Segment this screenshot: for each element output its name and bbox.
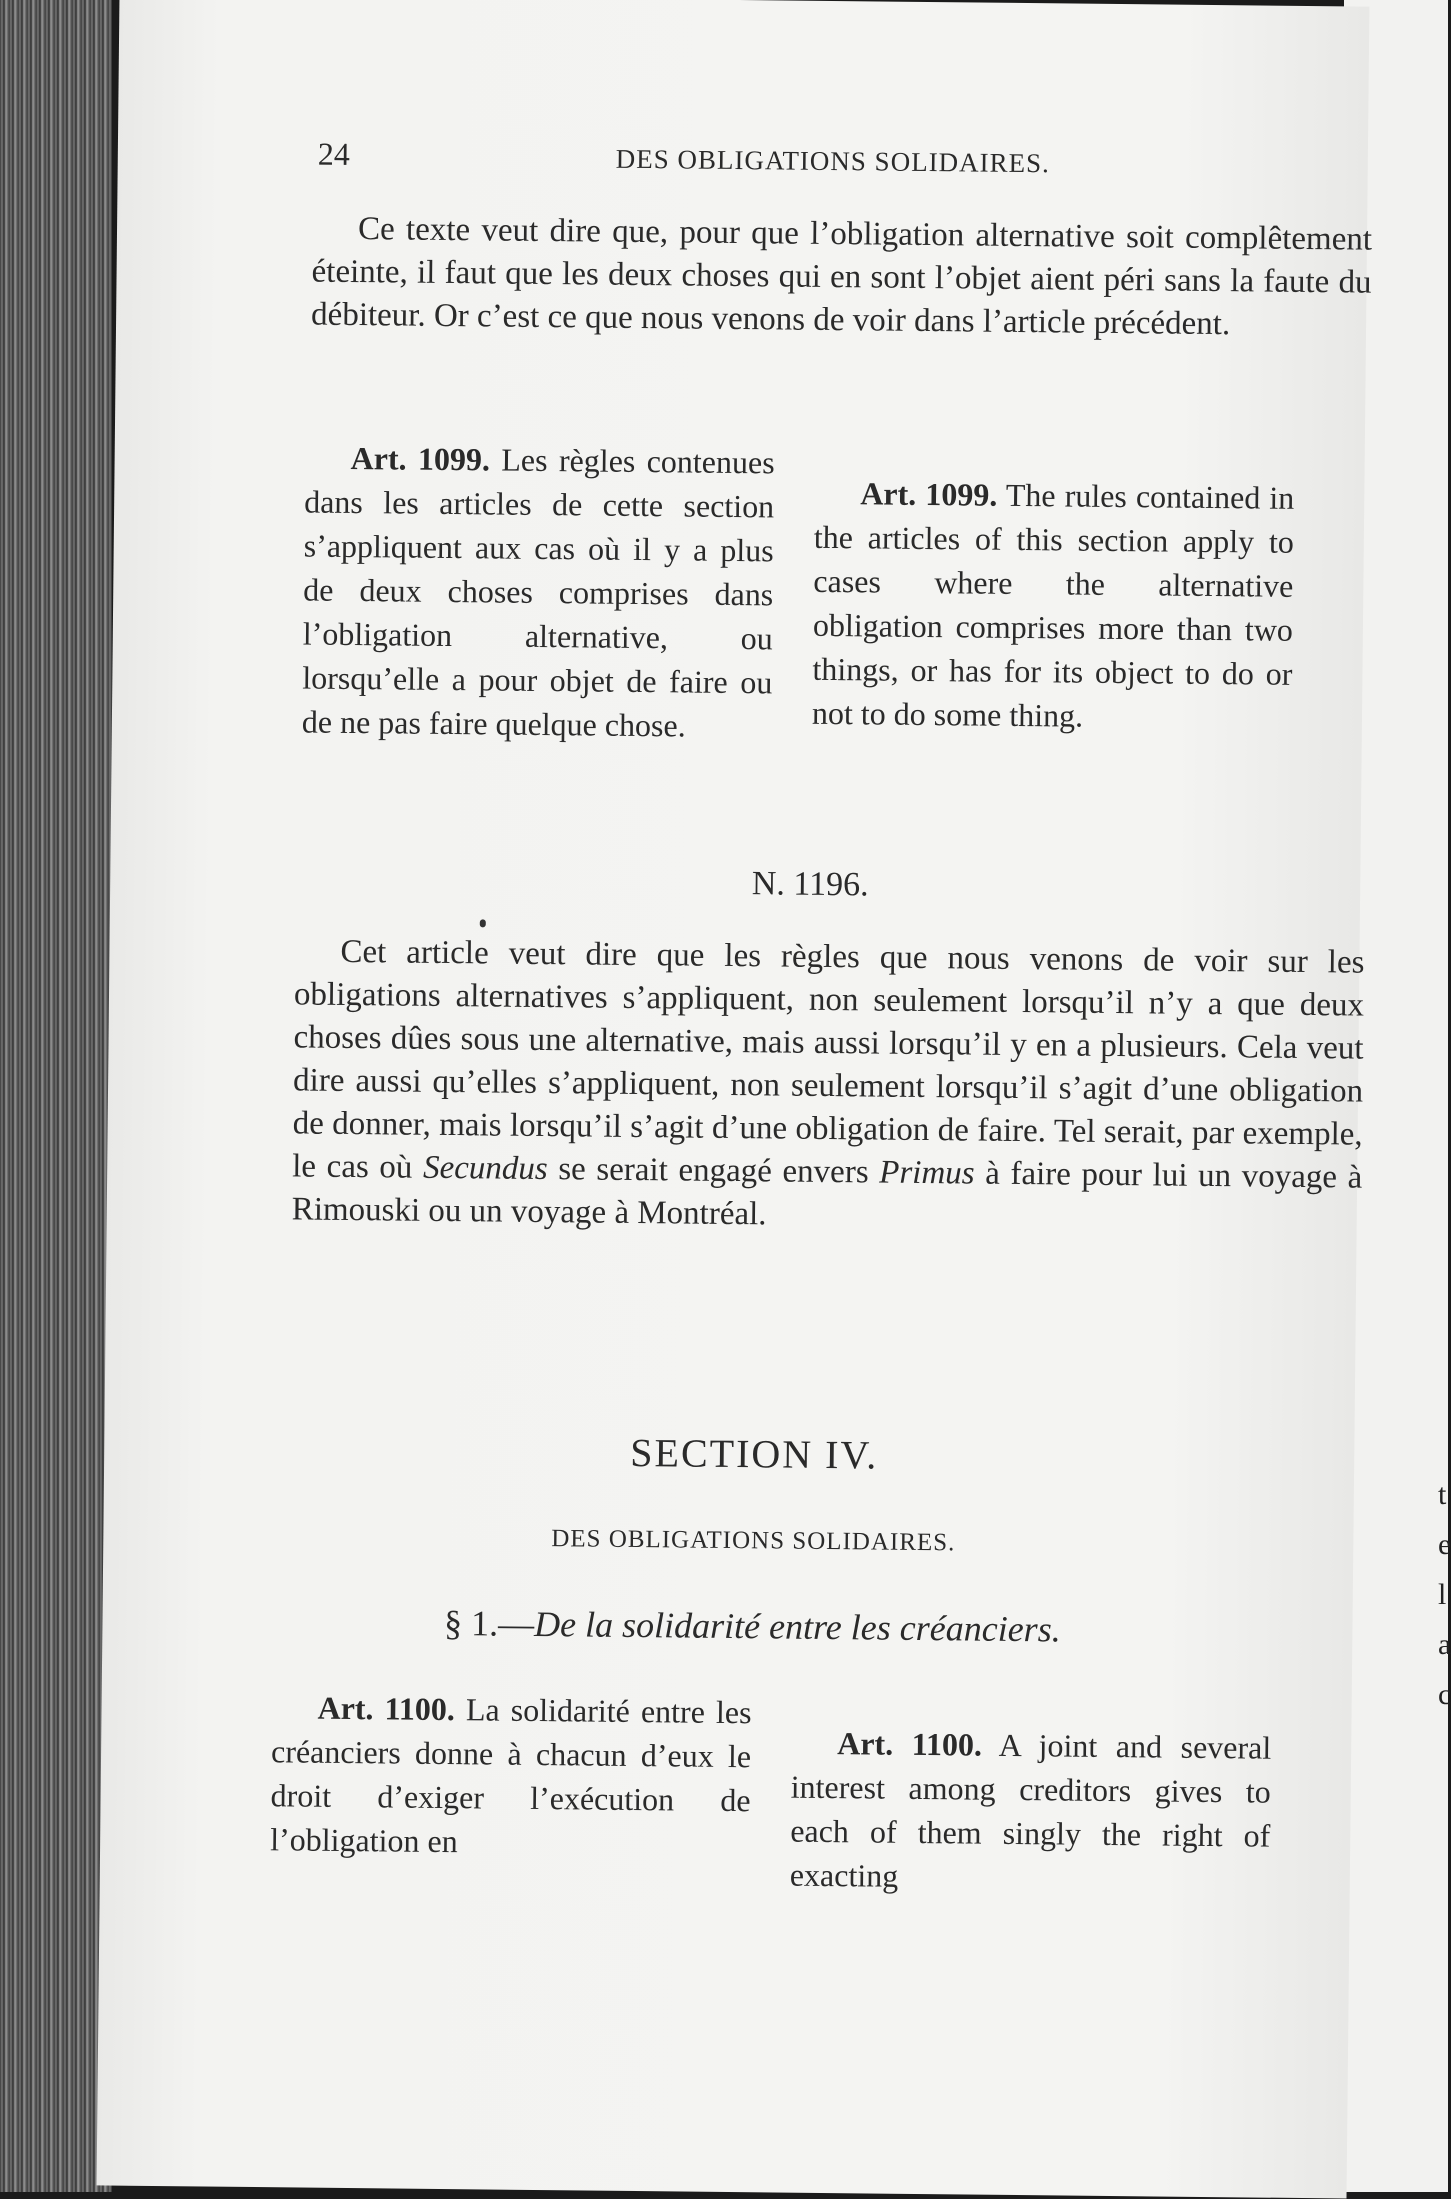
name-primus: Primus — [879, 1154, 975, 1192]
article-label: Art. 1100. — [837, 1725, 983, 1763]
note-heading: N. 1196. — [751, 865, 869, 904]
running-header — [317, 135, 1348, 179]
ink-speck — [480, 919, 486, 927]
note-text-2: se serait engagé envers — [558, 1151, 869, 1191]
paragraph-heading — [302, 1601, 1202, 1652]
article-label: Art. 1100. — [317, 1689, 456, 1728]
article-text: Les règles contenues dans les articles de cette section s’appliquent aux cas où il y a plus de deux choses comprises dans l’obligation alternative, ou lorsqu’elle a pour objet de faire ou de ne pas faire quelque chose. — [301, 441, 775, 744]
article-1099-english — [812, 471, 1295, 740]
article-text: The rules contained in the articles of this section apply to cases where the alternative obligation comprises more than two things, or has for its object to do or not to do some thing. — [811, 476, 1295, 734]
paragraph-sign: § 1.— — [443, 1603, 535, 1644]
page-number: 24 — [317, 135, 351, 172]
note-text-3: à faire pour lui un voyage à Rimouski ou un voyage à Montréal. — [291, 1155, 1363, 1233]
article-text: A joint and several interest among creditors gives to each of them singly the right of exacting — [789, 1726, 1272, 1894]
article-1100-english — [790, 1721, 1272, 1902]
left-page-edges — [0, 0, 112, 2192]
facing-page-text-fragment: t e l a c — [1438, 1478, 1451, 1711]
running-title: DES OBLIGATIONS SOLIDAIRES. — [615, 143, 1051, 179]
paragraph-title: De la solidarité entre les créanciers. — [533, 1603, 1061, 1650]
article-1099-french — [302, 435, 775, 748]
article-1100-french — [270, 1685, 752, 1866]
section-subtitle: DES OBLIGATIONS SOLIDAIRES. — [551, 1525, 956, 1557]
name-secundus: Secundus — [422, 1149, 548, 1188]
note-paragraph — [292, 930, 1365, 1242]
note-text-1: Cet article veut dire que les règles que nous venons de voir sur les obligations alternatives s’appliquent, non seulement lorsqu’il n’y a que deux choses dûes sous une alternative, mais aussi lorsqu’il y en a plusieurs. Cela veut dire aussi qu’elles s’appliquent, non seulement lorsqu’il s’agit d’une obligation de donner, mais lorsqu’il s’agit d’une obligation de faire. Tel serait, par exemple, le cas où — [292, 933, 1365, 1186]
book-page — [97, 0, 1373, 2198]
article-label: Art. 1099. — [350, 439, 491, 478]
section-title: SECTION IV. — [630, 1429, 879, 1478]
article-label: Art. 1099. — [860, 475, 998, 513]
intro-paragraph: Ce texte veut dire que, pour que l’obligation alternative soit complêtement éteinte, il faut que les deux choses qui en sont l’objet aient péri sans la faute du débiteur. Or c’est ce que nous venons de voir dans l’article précédent. — [310, 211, 1373, 343]
article-text: La solidarité entre les créanciers donne à chacun d’eux le droit d’exiger l’exécution de l’obligation en — [270, 1691, 752, 1860]
